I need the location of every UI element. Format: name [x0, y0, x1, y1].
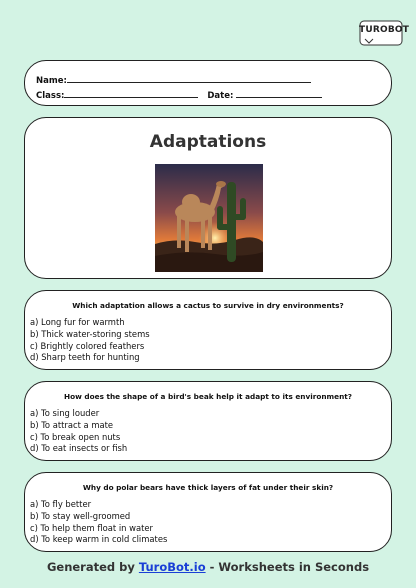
option-a[interactable]: a) To sing louder	[30, 408, 100, 418]
class-field[interactable]	[64, 88, 198, 98]
turobot-link[interactable]: TuroBot.io	[138, 560, 206, 574]
date-field[interactable]	[236, 88, 322, 98]
turobot-logo	[359, 20, 410, 46]
footer-suffix: - Worksheets in Seconds	[205, 560, 370, 574]
options-list	[30, 408, 127, 455]
option-a[interactable]: a) Long fur for warmth	[30, 317, 125, 327]
class-date-row	[36, 88, 322, 101]
name-row	[36, 73, 311, 86]
footer	[0, 560, 416, 574]
class-label: Class:	[36, 91, 65, 101]
name-label: Name:	[36, 76, 67, 86]
camel-cactus-image	[155, 164, 263, 272]
option-d[interactable]: d) To eat insects or fish	[30, 443, 128, 454]
name-field[interactable]	[67, 73, 311, 83]
option-d[interactable]: d) Sharp teeth for hunting	[30, 352, 140, 363]
question-card-2	[24, 381, 392, 461]
question-card-3	[24, 472, 392, 552]
footer-prefix: Generated by	[46, 560, 139, 574]
question-text: Which adaptation allows a cactus to survive in dry environments?	[72, 301, 344, 310]
option-c[interactable]: c) To break open nuts	[30, 431, 121, 442]
logo-text: TUROBOT	[359, 25, 410, 35]
option-b[interactable]: b) To stay well-groomed	[30, 510, 131, 521]
question-card-1	[24, 290, 392, 370]
student-info-card	[24, 60, 392, 106]
worksheet-title: Adaptations	[149, 132, 267, 152]
options-list	[30, 499, 167, 546]
option-a[interactable]: a) To fly better	[30, 499, 92, 509]
option-b[interactable]: b) To attract a mate	[30, 419, 114, 430]
option-b[interactable]: b) Thick water-storing stems	[30, 328, 150, 339]
question-text: How does the shape of a bird's beak help it adapt to its environment?	[63, 392, 352, 401]
date-label: Date:	[207, 91, 234, 101]
question-text: Why do polar bears have thick layers of fat under their skin?	[82, 483, 334, 492]
options-list	[30, 317, 150, 364]
option-c[interactable]: c) Brightly colored feathers	[30, 340, 145, 351]
option-c[interactable]: c) To help them float in water	[30, 522, 153, 533]
option-d[interactable]: d) To keep warm in cold climates	[30, 534, 168, 545]
title-card	[24, 117, 392, 279]
